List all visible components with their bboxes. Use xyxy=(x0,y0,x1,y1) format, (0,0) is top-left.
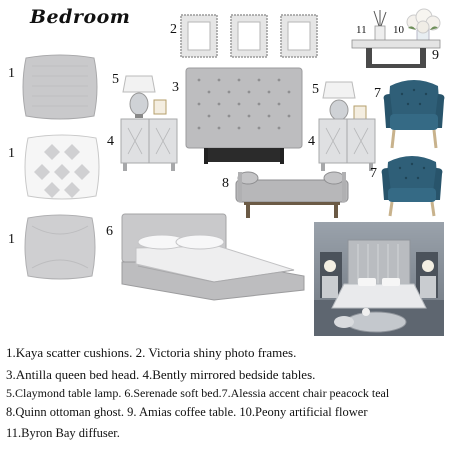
photo-frames-image xyxy=(180,14,320,58)
caption-line-4: 8.Quinn ottoman ghost. 9. Amias coffee table. 10.Peony artificial flower xyxy=(6,405,368,419)
board-title: Bedroom xyxy=(30,6,131,28)
label-frames: 2 xyxy=(170,22,177,37)
label-lamp-right: 5 xyxy=(312,82,319,97)
label-flower: 10 xyxy=(393,24,404,36)
soft-bed-image xyxy=(118,212,308,302)
cushion-grey-image xyxy=(22,212,98,282)
lamp-left-image xyxy=(122,74,172,120)
label-chair-bottom: 7 xyxy=(370,166,377,181)
label-coffee-table: 9 xyxy=(432,48,439,63)
label-lamp-left: 5 xyxy=(112,72,119,87)
cushion-patterned-image xyxy=(22,132,102,202)
caption-line-2: 3.Antilla queen bed head. 4.Bently mirrored bedside tables. xyxy=(6,367,316,382)
caption-line-5: 11.Byron Bay diffuser. xyxy=(6,426,120,440)
bedside-table-right-image xyxy=(318,118,378,172)
label-chair-top: 7 xyxy=(374,86,381,101)
label-cushion-a: 1 xyxy=(8,66,15,81)
room-inspiration-photo xyxy=(314,222,444,336)
cushion-plain-image xyxy=(20,52,100,122)
label-table-right: 4 xyxy=(308,134,315,149)
label-cushion-c: 1 xyxy=(8,232,15,247)
accent-chair-top-image xyxy=(382,76,446,152)
label-bed: 6 xyxy=(106,224,113,239)
headboard-image xyxy=(184,66,304,166)
accent-chair-bottom-image xyxy=(380,152,444,218)
label-diffuser: 11 xyxy=(356,24,367,36)
label-table-left: 4 xyxy=(107,134,114,149)
bedside-table-left-image xyxy=(120,118,180,172)
label-cushion-b: 1 xyxy=(8,146,15,161)
label-headboard: 3 xyxy=(172,80,179,95)
label-ottoman: 8 xyxy=(222,176,229,191)
coffee-table-image xyxy=(350,38,442,72)
caption-line-1: 1.Kaya scatter cushions. 2. Victoria shiny photo frames. xyxy=(6,345,297,360)
caption-line-3: 5.Claymond table lamp. 6.Serenade soft bed.7.Alessia accent chair peacock teal xyxy=(6,386,390,400)
